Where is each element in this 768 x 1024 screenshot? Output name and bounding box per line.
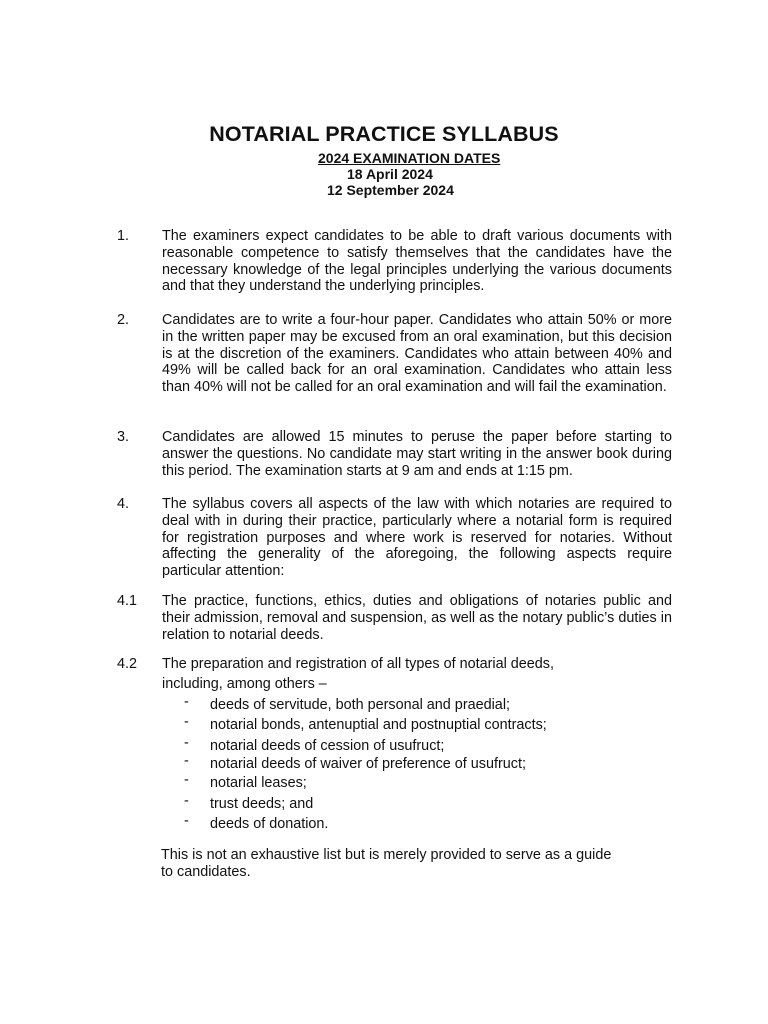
dash-bullet: - [184,813,189,830]
list-item: - notarial bonds, antenuptial and postnuptial contracts; [184,714,547,734]
section-number: 4.1 [117,593,138,609]
section-4-2 [117,656,677,835]
closing-note-line-1: This is not an exhaustive list but is merely provided to serve as a guide [161,847,612,863]
dash-bullet: - [184,693,189,710]
section-number: 3. [117,429,130,445]
section-2 [117,312,677,396]
section-4-1 [117,593,677,643]
closing-note [161,847,661,881]
list-item: - deeds of donation. [184,813,329,833]
exam-date-2: 12 September 2024 [327,182,454,198]
section-text: Candidates are allowed 15 minutes to peruse the paper before starting to answer the questions. No candidate may start writing in the answer book during this period. The examination starts at 9 am and ends at 1:15 pm. [162,429,672,479]
section-number: 2. [117,312,130,328]
section-text: The examiners expect candidates to be able to draft various documents with reasonable competence to satisfy themselves that the candidates have the necessary knowledge of the legal principles underlying the various documents and that they understand the underlying principles. [162,228,672,295]
list-item: - notarial leases; [184,772,307,792]
dash-bullet: - [184,714,189,731]
section-text: The practice, functions, ethics, duties and obligations of notaries public and their admission, removal and suspension, as well as the notary public’s duties in relation to notarial deeds. [162,593,672,643]
section-3 [117,429,677,479]
section-1 [117,228,677,295]
closing-note-line-2: to candidates. [161,863,251,880]
exam-dates-heading: 2024 EXAMINATION DATES [318,150,501,166]
dash-bullet: - [184,792,189,809]
dash-bullet: - [184,734,189,751]
exam-date-1: 18 April 2024 [347,166,433,182]
dash-bullet: - [184,753,189,770]
list-item: - trust deeds; and [184,792,314,812]
list-item: - notarial deeds of waiver of preference of usufruct; [184,753,526,773]
section-text [162,656,672,835]
section-4 [117,496,677,580]
section-text: Candidates are to write a four-hour paper. Candidates who attain 50% or more in the written paper may be excused from an oral examination, but this decision is at the discretion of the examiners. Candidates who attain between 40% and 49% will be called back for an oral examination. Candidates who attain less than 40% will not be called for an oral examination and will fail the examination. [162,312,672,396]
list-item: - notarial deeds of cession of usufruct; [184,734,445,754]
page-title: NOTARIAL PRACTICE SYLLABUS [209,122,559,146]
section-number: 4. [117,496,130,512]
section-number: 4.2 [117,656,138,672]
dash-bullet: - [184,772,189,789]
deed-types-list [162,695,672,835]
section-number: 1. [117,228,130,244]
list-item: - deeds of servitude, both personal and praedial; [184,693,511,713]
section-text-line-1: The preparation and registration of all types of notarial deeds, [162,656,554,672]
section-text: The syllabus covers all aspects of the law with which notaries are required to deal with in during their practice, particularly where a notarial form is required for registration purposes and where work is reserved for notaries. Without affecting the generality of the aforegoing, the following aspects require particular attention: [162,496,672,580]
section-text-line-2: including, among others – [162,675,327,692]
